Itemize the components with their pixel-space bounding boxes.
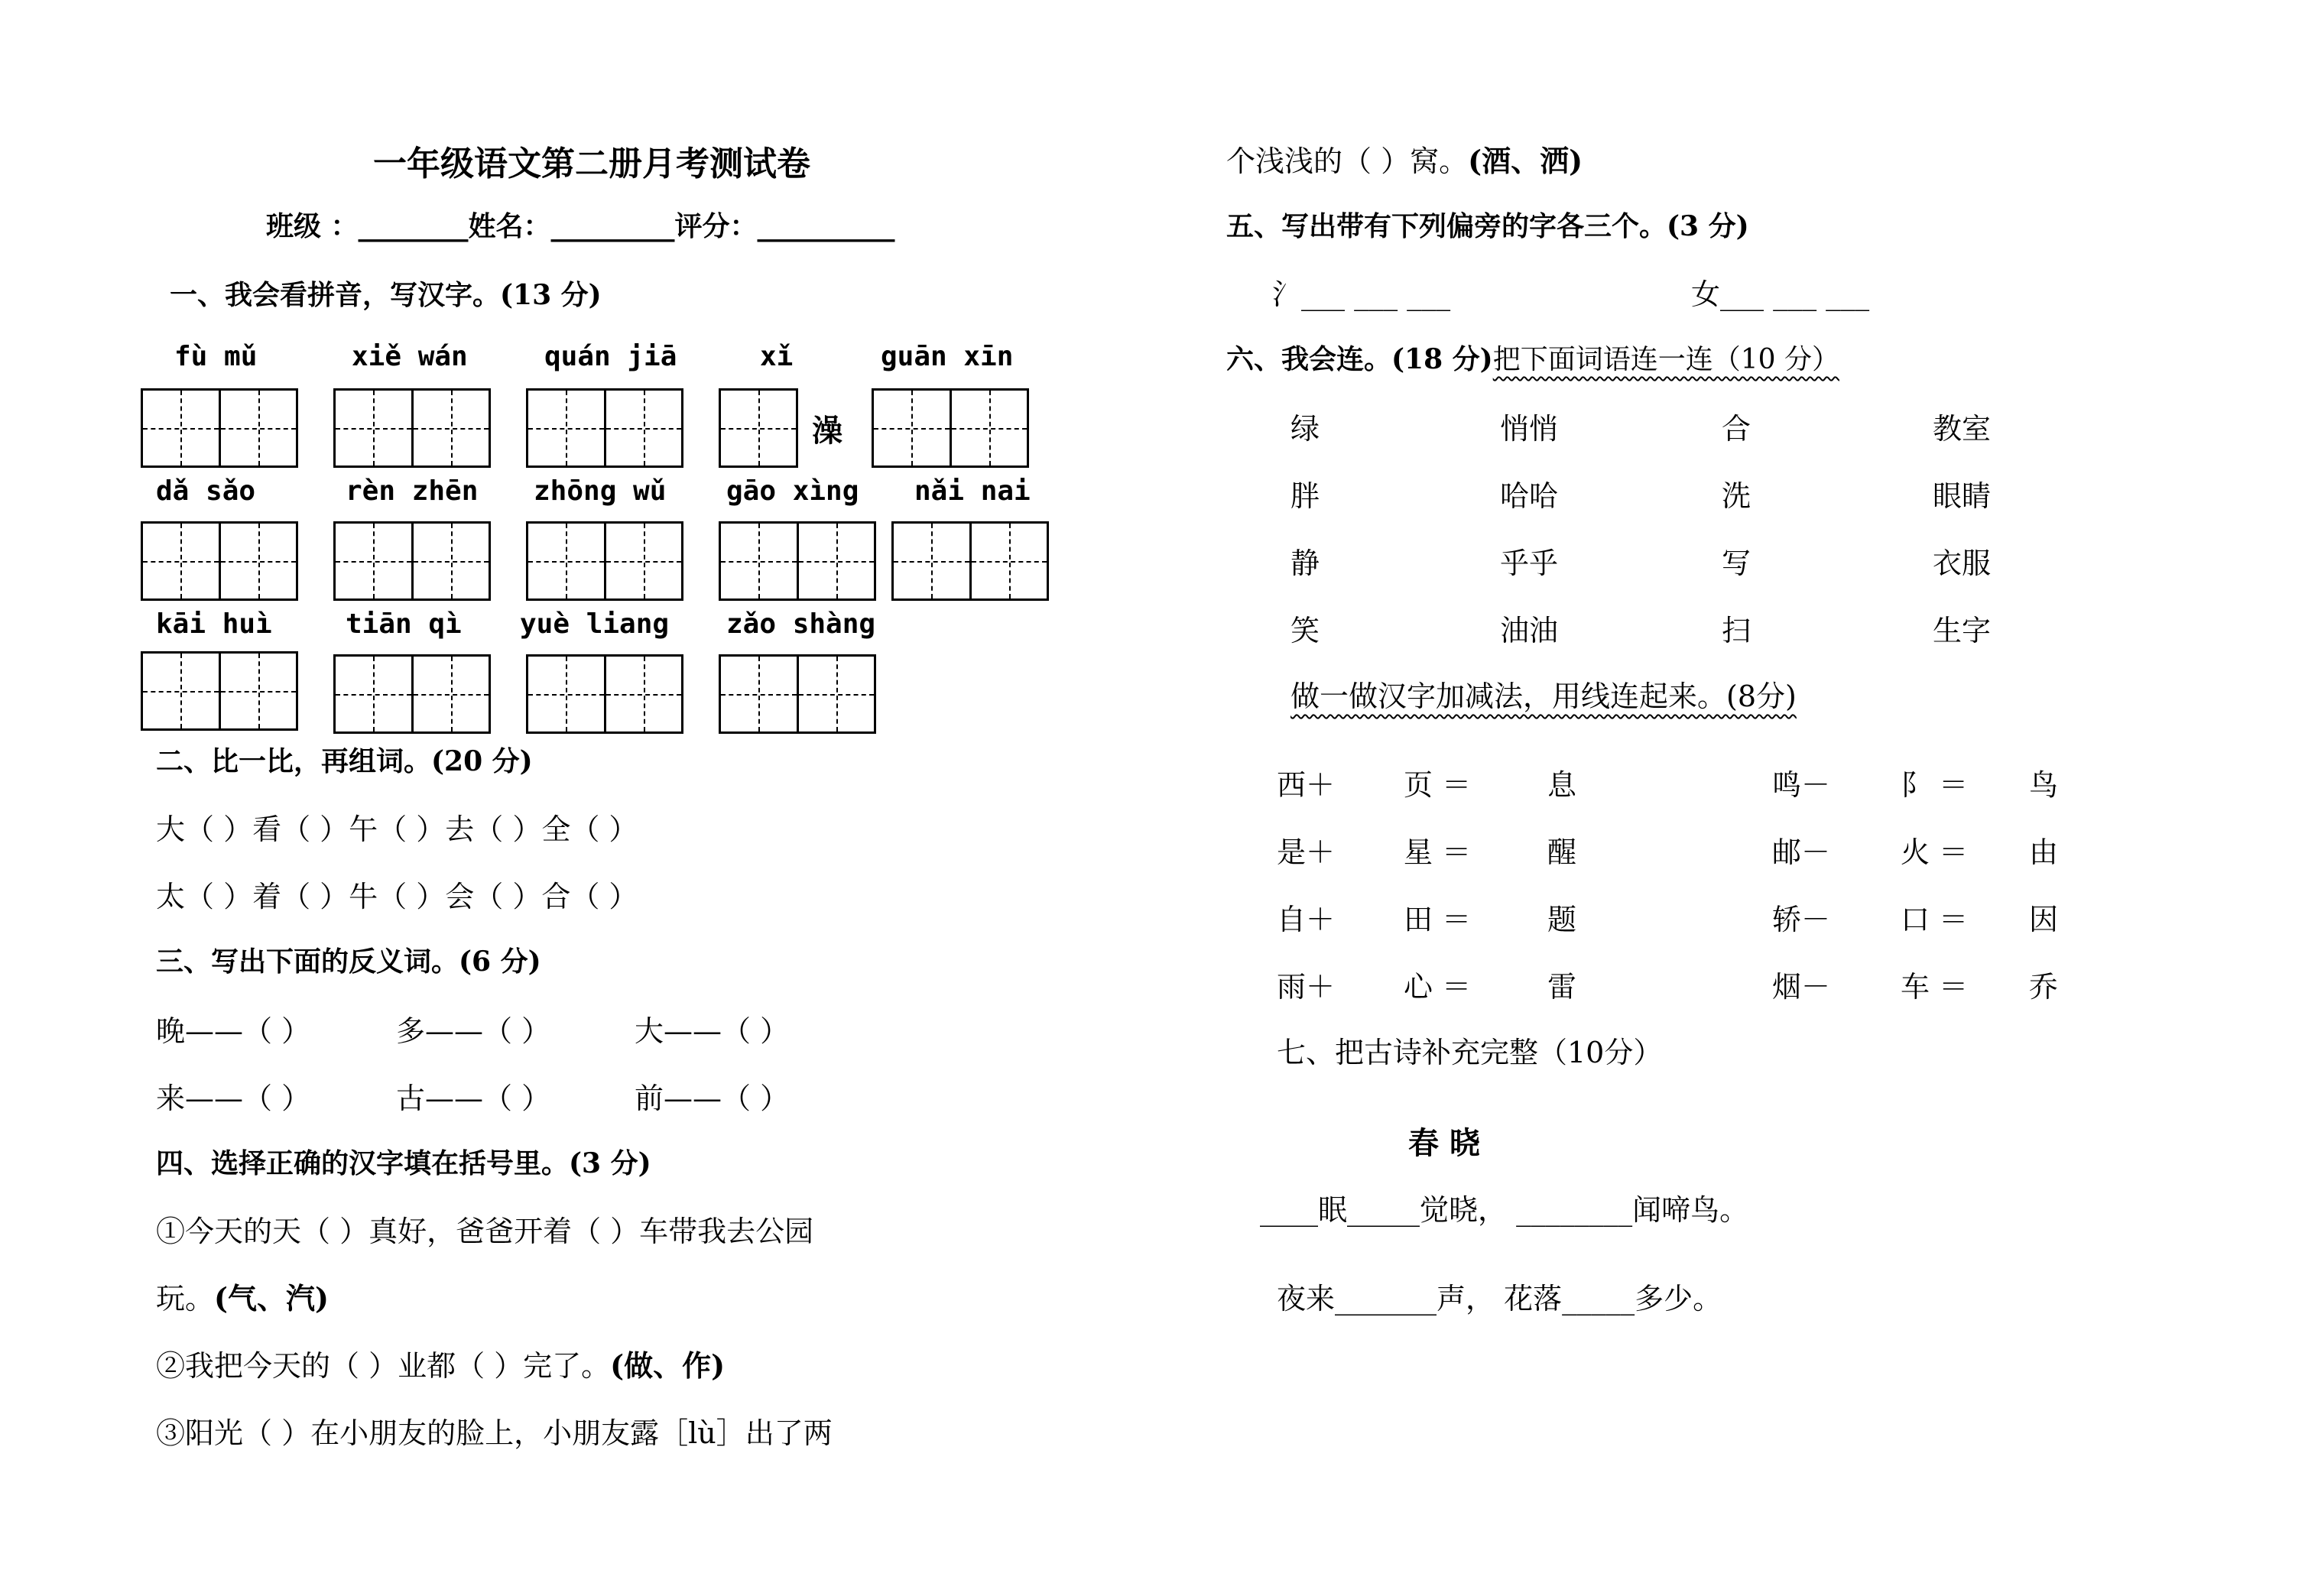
match-word[interactable]: 衣服 (1933, 547, 1992, 580)
math-item[interactable]: 题 (1547, 903, 1577, 936)
pinyin-label: kāi huì (156, 608, 272, 640)
radical-item: 女___ ___ ___ (1691, 277, 1870, 311)
math-item[interactable]: 是＋ (1277, 835, 1336, 869)
math-item[interactable]: 阝 ＝ (1901, 768, 1969, 802)
match-word[interactable]: 乎乎 (1500, 547, 1559, 580)
pinyin-label: yuè liang (520, 608, 670, 640)
fill-question-text: 玩。 (156, 1282, 215, 1315)
match-word[interactable]: 生字 (1933, 614, 1992, 647)
math-item[interactable]: 车 ＝ (1901, 970, 1969, 1004)
fill-question (1226, 138, 1583, 180)
given-character: 澡 (812, 413, 842, 449)
antonym-item: 晚——（ ） (156, 1014, 311, 1048)
compare-line: 大（ ）看（ ）午（ ）去（ ）全（ ） (156, 813, 638, 846)
compare-line: 太（ ）着（ ）牛（ ）会（ ）合（ ） (156, 880, 638, 913)
answer-options: (做、作) (610, 1348, 726, 1383)
fill-question (156, 1275, 329, 1317)
math-item[interactable]: 雷 (1547, 970, 1577, 1004)
section-1-heading: 一、我会看拼音，写汉字。(13 分) (170, 279, 602, 311)
math-item[interactable]: 醒 (1547, 835, 1577, 869)
writing-grid[interactable] (526, 388, 683, 468)
section-6-title: 六、我会连。(18 分) (1226, 343, 1493, 375)
student-info-line: 班级 ：________姓名：_________评分：__________ (266, 210, 895, 242)
fill-question-text: ②我把今天的（ ）业都（ ）完了。 (156, 1349, 611, 1383)
pinyin-label: zǎo shàng (726, 608, 876, 640)
math-item[interactable]: 由 (2029, 835, 2059, 869)
writing-grid[interactable] (141, 388, 298, 468)
section-3-heading: 三、写出下面的反义词。(6 分) (156, 946, 541, 978)
poem-line: 夜来_______声， 花落_____多少。 (1277, 1282, 1722, 1315)
section-6-subtitle-2: 做一做汉字加减法，用线连起来。(8分) (1290, 680, 1797, 713)
writing-grid[interactable] (526, 521, 683, 601)
math-item[interactable]: 火 ＝ (1901, 835, 1969, 869)
section-7-heading: 七、把古诗补充完整（10分） (1277, 1036, 1663, 1069)
antonym-item: 大——（ ） (635, 1014, 790, 1048)
writing-grid[interactable] (141, 651, 298, 731)
pinyin-label: quán jiā (544, 341, 677, 372)
pinyin-label: rèn zhēn (346, 475, 479, 507)
pinyin-label: fù mǔ (174, 341, 258, 372)
match-word[interactable]: 油油 (1500, 614, 1559, 647)
fill-question-text: 个浅浅的（ ）窝。 (1226, 144, 1469, 178)
writing-grid[interactable] (333, 521, 491, 601)
antonym-item: 古——（ ） (396, 1082, 551, 1115)
math-item[interactable]: 烟－ (1772, 970, 1831, 1004)
math-item[interactable]: 轿－ (1772, 903, 1831, 936)
writing-grid[interactable] (719, 654, 876, 734)
pinyin-label: xǐ (760, 341, 794, 372)
match-word[interactable]: 绿 (1290, 412, 1320, 446)
poem-line: ____眠_____觉晓， ________闻啼鸟。 (1260, 1193, 1749, 1227)
math-item[interactable]: 自＋ (1277, 903, 1336, 936)
section-5-heading: 五、写出带有下列偏旁的字各三个。(3 分) (1226, 210, 1749, 242)
writing-grid[interactable] (719, 521, 876, 601)
match-word[interactable]: 哈哈 (1500, 479, 1559, 513)
match-word[interactable]: 悄悄 (1500, 412, 1559, 446)
match-word[interactable]: 静 (1290, 547, 1320, 580)
pinyin-label: gāo xìng (726, 475, 859, 507)
writing-grid[interactable] (891, 521, 1049, 601)
math-item[interactable]: 乔 (2029, 970, 2059, 1004)
writing-grid[interactable] (719, 388, 798, 468)
writing-grid[interactable] (526, 654, 683, 734)
match-word[interactable]: 胖 (1290, 479, 1320, 513)
match-word[interactable]: 扫 (1722, 614, 1751, 647)
math-item[interactable]: 鸟 (2029, 768, 2059, 802)
pinyin-label: zhōng wǔ (534, 475, 667, 507)
match-word[interactable]: 合 (1722, 412, 1751, 446)
pinyin-label: tiān qì (346, 608, 462, 640)
pinyin-label: xiě wán (352, 341, 468, 372)
radical-item: 氵___ ___ ___ (1272, 277, 1451, 311)
section-2-heading: 二、比一比，再组词。(20 分) (156, 745, 533, 777)
match-word[interactable]: 教室 (1933, 412, 1992, 446)
page-title: 一年级语文第二册月考测试卷 (373, 144, 810, 183)
math-item[interactable]: 邮－ (1772, 835, 1831, 869)
section-6-heading (1226, 338, 1839, 377)
math-item[interactable]: 心 ＝ (1404, 970, 1472, 1004)
antonym-item: 来——（ ） (156, 1082, 311, 1115)
fill-question (156, 1342, 725, 1384)
pinyin-label: dǎ sǎo (156, 475, 256, 507)
math-item[interactable]: 息 (1547, 768, 1577, 802)
writing-grid[interactable] (333, 654, 491, 734)
section-6-subtitle: 把下面词语连一连（10 分） (1492, 344, 1839, 375)
answer-options: (气、汽) (214, 1281, 329, 1315)
math-item[interactable]: 雨＋ (1277, 970, 1336, 1004)
pinyin-label: guān xīn (881, 341, 1014, 372)
fill-question: ①今天的天（ ）真好，爸爸开着（ ）车带我去公园 (156, 1215, 814, 1248)
match-word[interactable]: 笑 (1290, 614, 1320, 647)
poem-title: 春 晓 (1408, 1125, 1480, 1161)
math-item[interactable]: 田 ＝ (1404, 903, 1472, 936)
match-word[interactable]: 写 (1722, 547, 1751, 580)
math-item[interactable]: 因 (2029, 903, 2059, 936)
pinyin-label: nǎi nai (914, 475, 1031, 507)
math-item[interactable]: 星 ＝ (1404, 835, 1472, 869)
antonym-item: 前——（ ） (635, 1082, 790, 1115)
match-word[interactable]: 眼睛 (1933, 479, 1992, 513)
math-item[interactable]: 鸣－ (1772, 768, 1831, 802)
math-item[interactable]: 页 ＝ (1404, 768, 1472, 802)
fill-question: ③阳光（ ）在小朋友的脸上，小朋友露［lù］出了两 (156, 1416, 833, 1450)
writing-grid[interactable] (333, 388, 491, 468)
section-4-heading: 四、选择正确的汉字填在括号里。(3 分) (156, 1147, 651, 1179)
writing-grid[interactable] (141, 521, 298, 601)
writing-grid[interactable] (872, 388, 1029, 468)
math-item[interactable]: 西＋ (1277, 768, 1336, 802)
antonym-item: 多——（ ） (396, 1014, 551, 1048)
math-item[interactable]: 口 ＝ (1901, 903, 1969, 936)
answer-options: (酒、洒) (1468, 144, 1583, 178)
match-word[interactable]: 洗 (1722, 479, 1751, 513)
